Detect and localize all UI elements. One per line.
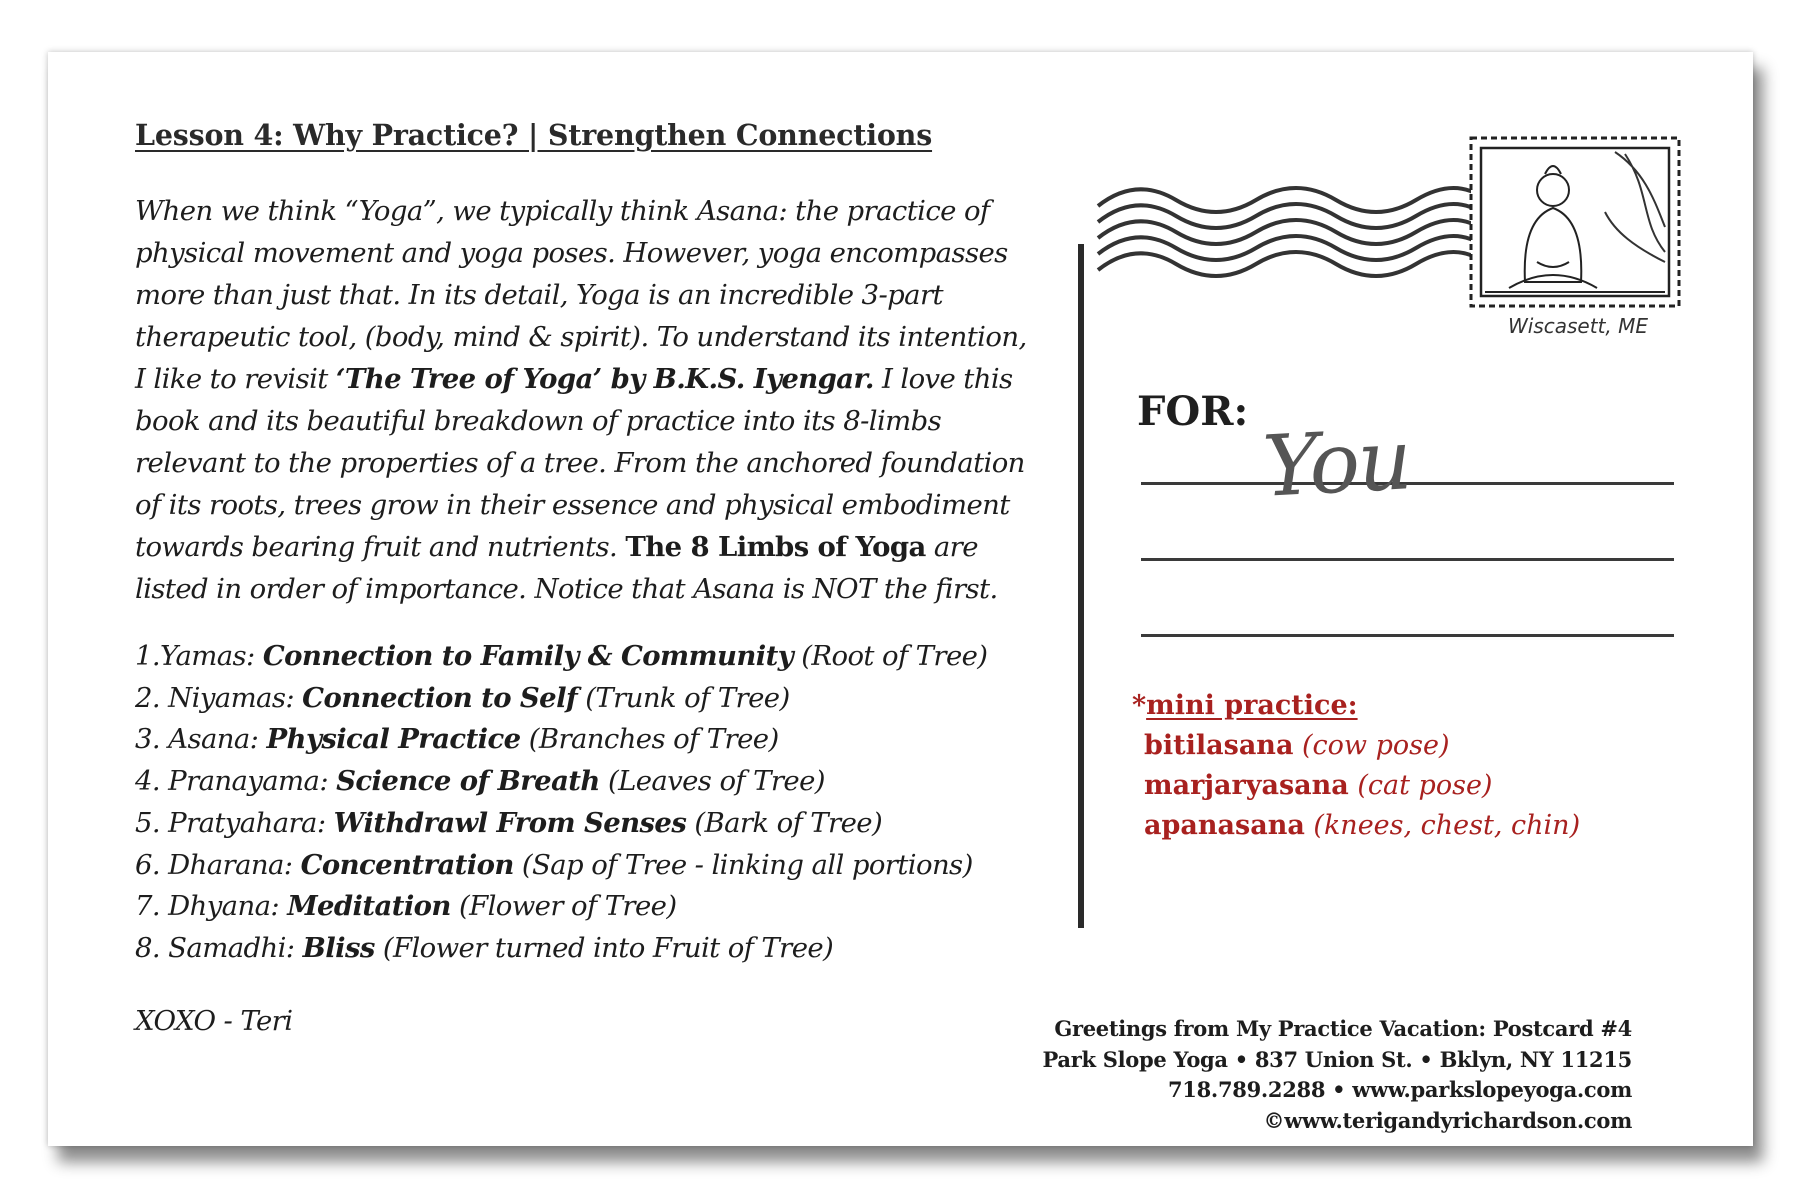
pose-desc: (cow pose) — [1293, 730, 1450, 761]
pose-desc: (knees, chest, chin) — [1304, 810, 1581, 841]
postcard — [48, 52, 1753, 1146]
limb-name: Withdrawl From Senses — [333, 806, 687, 839]
limb-note: (Leaves of Tree) — [599, 765, 825, 798]
intro-line: book and its beautiful breakdown of practice into its 8-limbs — [135, 405, 942, 437]
pose-name: bitilasana — [1144, 730, 1294, 761]
center-divider — [1078, 244, 1084, 928]
list-item — [135, 845, 987, 887]
limb-note: (Flower of Tree) — [450, 890, 677, 923]
list-item — [1132, 766, 1580, 806]
limb-name: Connection to Family & Community — [262, 640, 794, 672]
limb-note: (Trunk of Tree) — [577, 681, 790, 714]
intro-line: physical movement and yoga poses. However, yoga encompasses — [135, 237, 1008, 269]
footer-line: ©www.terigandyrichardson.com — [1263, 1107, 1632, 1133]
limb-name: Science of Breath — [336, 765, 600, 798]
intro-text: are — [925, 531, 978, 563]
list-item — [1132, 806, 1580, 846]
list-item — [135, 678, 987, 720]
footer-line: Park Slope Yoga • 837 Union St. • Bklyn, NY 11215 — [1042, 1046, 1632, 1072]
limbs-list — [135, 636, 987, 970]
pose-name: apanasana — [1144, 810, 1305, 841]
recipient-handwriting: You — [1260, 410, 1413, 516]
limb-name: Bliss — [302, 931, 375, 964]
address-line — [1141, 634, 1674, 637]
limb-note: (Branches of Tree) — [520, 723, 779, 756]
list-item — [135, 761, 987, 803]
address-label: FOR: — [1137, 388, 1249, 435]
intro-text: towards bearing fruit and nutrients. — [135, 531, 626, 563]
intro-text: I like to revisit — [135, 363, 336, 395]
intro-line — [135, 358, 1055, 400]
intro-paragraph — [135, 190, 1055, 610]
mini-practice-heading — [1132, 686, 1580, 726]
intro-line: of its roots, trees grow in their essence and physical embodiment — [135, 489, 1010, 521]
limb-label: 4. Pranayama: — [135, 765, 337, 798]
limb-name: Physical Practice — [266, 723, 521, 756]
limb-label: 3. Asana: — [135, 723, 267, 756]
mini-practice — [1132, 686, 1580, 846]
pose-desc: (cat pose) — [1348, 770, 1493, 801]
lesson-title: Lesson 4: Why Practice? | Strengthen Connections — [135, 118, 933, 152]
footer-line: 718.789.2288 • www.parkslopeyoga.com — [1168, 1077, 1632, 1102]
limb-note: (Sap of Tree - linking all portions) — [513, 848, 973, 881]
list-item — [135, 719, 987, 761]
limb-label: 2. Niyamas: — [135, 681, 303, 714]
limb-note: (Bark of Tree) — [686, 806, 883, 839]
list-item — [135, 928, 987, 970]
intro-text: I love this — [873, 363, 1013, 395]
limb-label: 1.Yamas: — [135, 640, 263, 672]
limb-note: (Root of Tree) — [793, 640, 988, 672]
signoff: XOXO - Teri — [135, 1005, 293, 1037]
limb-name: Connection to Self — [302, 681, 578, 714]
limb-label: 6. Dharana: — [135, 848, 301, 881]
footer-line: Greetings from My Practice Vacation: Postcard #4 — [1054, 1016, 1632, 1041]
buddha-stamp-icon — [1465, 132, 1685, 312]
limb-label: 5. Pratyahara: — [135, 806, 334, 839]
limb-name: Meditation — [287, 890, 451, 923]
intro-line: more than just that. In its detail, Yoga is an incredible 3-part — [135, 279, 943, 311]
intro-line: listed in order of importance. Notice that Asana is NOT the first. — [135, 573, 998, 605]
mini-practice-title: mini practice: — [1146, 690, 1358, 721]
limb-note: (Flower turned into Fruit of Tree) — [374, 931, 834, 964]
book-reference: ‘The Tree of Yoga’ by B.K.S. Iyengar. — [335, 363, 874, 395]
list-item — [135, 886, 987, 928]
pose-name: marjaryasana — [1144, 770, 1349, 801]
asterisk: * — [1132, 690, 1147, 721]
list-item — [135, 636, 987, 678]
list-item — [1132, 726, 1580, 766]
limb-name: Concentration — [300, 848, 514, 881]
intro-line: therapeutic tool, (body, mind & spirit). To understand its intention, — [135, 321, 1027, 353]
limb-label: 8. Samadhi: — [135, 931, 303, 964]
address-line — [1141, 558, 1674, 561]
footer-info — [1042, 1014, 1632, 1136]
limbs-emphasis: The 8 Limbs of Yoga — [625, 531, 926, 563]
list-item — [135, 803, 987, 845]
intro-line: relevant to the properties of a tree. From the anchored foundation — [135, 447, 1025, 479]
stamp-location: Wiscasett, ME — [1508, 314, 1649, 338]
intro-line — [135, 526, 1055, 568]
postmark-icon — [1096, 170, 1486, 290]
intro-line: When we think “Yoga”, we typically think Asana: the practice of — [135, 195, 990, 227]
limb-label: 7. Dhyana: — [135, 890, 288, 923]
